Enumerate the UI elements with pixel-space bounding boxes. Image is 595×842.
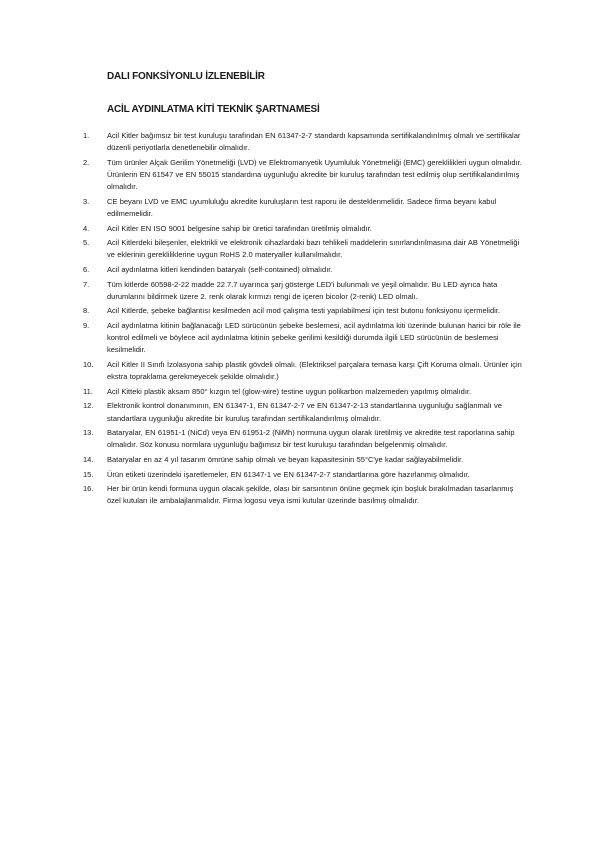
list-item — [83, 454, 523, 466]
list-item — [83, 359, 523, 383]
list-item-text: Bataryalar en az 4 yıl tasarım ömrüne sahip olmalı ve beyan kapasitesinin 55°C'ye kadar sağlayabilmelidir. — [107, 454, 464, 464]
list-item — [83, 223, 523, 235]
list-item — [83, 279, 523, 303]
list-item-number: 13. — [83, 428, 94, 438]
list-item-text: Acil Kitler EN ISO 9001 belgesine sahip bir üretici tarafından üretilmiş olmalıdır. — [107, 223, 372, 233]
list-item-number: 16. — [83, 484, 94, 494]
list-item-text: Tüm ürünler Alçak Gerilim Yönetmeliği (LVD) ve Elektromanyetik Uyumluluk Yönetmeliği (EMC) gereklilikleri uygun olmalıdır. Ürünlerin EN 61547 ve EN 55015 standardına uygunluğu akredite bir kuruluş tarafından test edilmiş olup sertifikalandırılmış olmalıdır. — [107, 157, 522, 192]
list-item-number: 10. — [83, 359, 94, 369]
list-item-number: 14. — [83, 454, 94, 464]
list-item — [83, 400, 523, 424]
list-item-number: 3. — [83, 196, 90, 206]
list-item-number: 5. — [83, 238, 90, 248]
list-item-text: Tüm kitlerde 60598-2-22 madde 22.7.7 uyarınca şarj gösterge LED'i bulunmalı ve yeşil olmalıdır. Bu LED ayrıca hata durumlarını bildirmek üzere 2. renk olarak kırmızı rengi de içeren bicolor (2-renk) LED olmalı. — [107, 279, 498, 301]
specification-list — [83, 130, 523, 510]
list-item — [83, 386, 523, 398]
list-item — [83, 483, 523, 507]
list-item — [83, 130, 523, 154]
list-item-text: Acil Kitlerde, şebeke bağlantısı kesilmeden acil mod çalışma testi yapılabilmesi için test butonu fonksiyonu içermelidir. — [107, 306, 500, 316]
list-item — [83, 196, 523, 220]
list-item-number: 6. — [83, 264, 90, 274]
list-item — [83, 320, 523, 357]
list-item-text: Acil Kitler II Sınıfı İzolasyona sahip plastik gövdeli olmalı. (Elektriksel parçalara temasa karşı Çift Koruma olmalı. Ürünler için ekstra topraklama gerekmeyecek şekilde olmalıdır.) — [107, 359, 522, 382]
list-item-text: Her bir ürün kendi formuna uygun olacak şekilde, olası bir sarsıntının önüne geçmek için boşluk bırakılmadan tasarlanmış özel kutuları ile ambalajlanmalıdır. Firma logosu veya ismi kutular üzerinde basılmış olmalıdır. — [107, 484, 514, 506]
list-item-number: 1. — [83, 131, 90, 140]
document-title-line1: DALI FONKSİYONLU İZLENEBİLİR — [107, 71, 265, 82]
list-item-text: Acil Kitlerdeki bileşenler, elektrikli ve elektronik cihazlardaki bazı tehlikeli maddelerin sınırlandırılmasına dair AB Yönetmeliği ve eklerinin gerekliliklerine uygun RoHS 2.0 materyaller kullanılmalıdır. — [107, 238, 520, 260]
list-item-text: Acil aydınlatma kitinin bağlanacağı LED sürücünün şebeke beslemesi, acil aydınlatma kiti üzerinde bulunan harici bir röle ile kontrol edilmeli ve böylece acil aydınlatma kitinin şebeke gerilimi kesildiği durumda ilgili LED sürücünün de beslemesi kesilmelidir. — [107, 320, 521, 355]
list-item — [83, 157, 523, 194]
list-item-number: 8. — [83, 306, 90, 316]
list-item-text: Bataryalar, EN 61951-1 (NiCd) veya EN 61951-2 (NiMh) normuna uygun olarak üretilmiş ve akredite test raporlarına sahip olmalıdır. Söz konusu normlara uygunluğu bağımsız bir test kuruluşu tarafından belgelenmiş olmalıdır. — [107, 428, 515, 450]
list-item — [83, 264, 523, 276]
list-item-text: Acil Kitteki plastik aksam 850° kızgın tel (glow-wire) testine uygun polikarbon malzemeden yapılmış olmalıdır. — [107, 386, 472, 396]
list-item-number: 12. — [83, 401, 94, 411]
list-item — [83, 237, 523, 261]
list-item-text: Acil Kitler bağımsız bir test kuruluşu tarafından EN 61347-2-7 standardı kapsamında sertifikalandırılmış olmalı ve sertifikalar düzenli periyotlarla denetlenebilir olmalıdır. — [107, 131, 521, 153]
list-item-text: Acil aydınlatma kitleri kendinden bataryalı (self-contained) olmalıdır. — [107, 264, 333, 274]
list-item — [83, 305, 523, 317]
list-item-text: Elektronik kontrol donanımının, EN 61347-1, EN 61347-2-7 ve EN 61347-2-13 standartlarına uygunluğu sağlanmalı ve standartlara uygunluğu akredite bir kuruluş tarafından sertifikalandırılmış olmalıdır. — [107, 401, 502, 423]
list-item-number: 9. — [83, 320, 90, 330]
list-item-number: 15. — [83, 469, 94, 479]
list-item-text: Ürün etiketi üzerindeki işaretlemeler, EN 61347-1 ve EN 61347-2-7 standartlarına göre hazırlanmış olmalıdır. — [107, 469, 470, 479]
document-title-line2: ACİL AYDINLATMA KİTİ TEKNİK ŞARTNAMESİ — [107, 104, 320, 115]
list-item-number: 7. — [83, 279, 90, 289]
list-item — [83, 469, 523, 481]
list-item-text: CE beyanı LVD ve EMC uyumluluğu akredite kuruluşların test raporu ile desteklenmelidir. Sadece firma beyanı kabul edilmemelidir. — [107, 196, 497, 218]
list-item-number: 2. — [83, 157, 90, 167]
list-item-number: 4. — [83, 223, 90, 233]
list-item — [83, 427, 523, 451]
list-item-number: 11. — [83, 386, 93, 396]
